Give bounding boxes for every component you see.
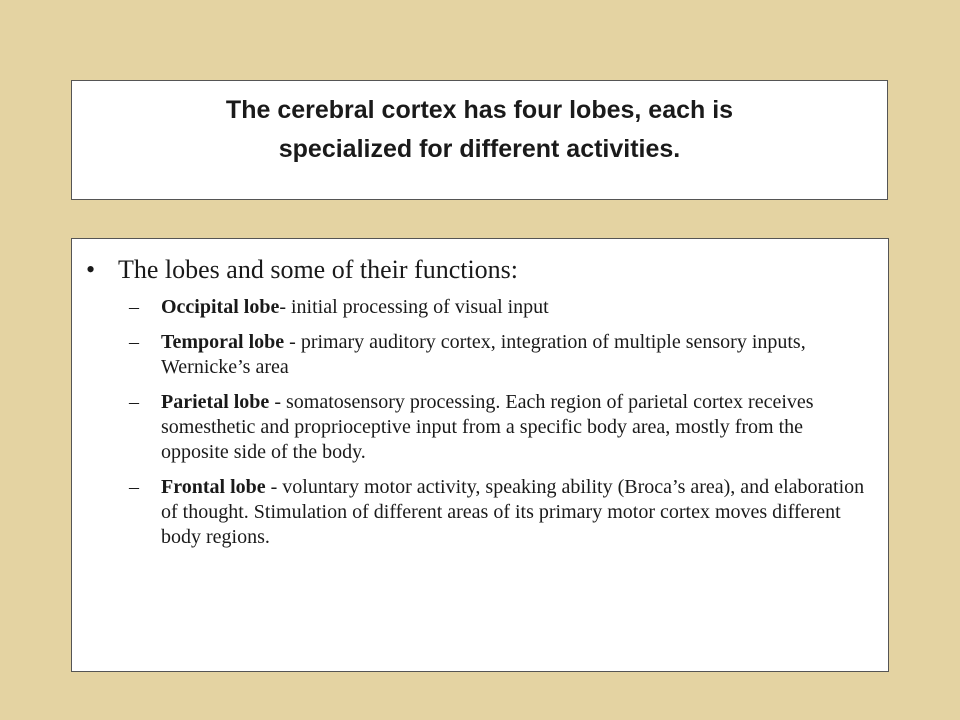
lobe-name: Parietal lobe <box>161 391 270 413</box>
main-bullet-text: The lobes and some of their functions: <box>118 255 519 284</box>
dash-icon: – <box>129 391 139 413</box>
dash-icon: – <box>129 296 139 318</box>
lobe-name: Temporal lobe <box>161 331 285 353</box>
lobe-name: Occipital lobe <box>161 296 280 318</box>
lobe-description: - somatosensory processing. Each region of parietal cortex receives somesthetic and proprioceptive input from a specific body area, mostly from the opposite side of the body. <box>161 391 814 463</box>
lobe-description: - voluntary motor activity, speaking ability (Broca’s area), and elaboration of thought. Stimulation of different areas of its primary motor cortex moves different body regions. <box>161 476 865 548</box>
list-item-temporal <box>129 330 874 380</box>
lobe-name: Frontal lobe <box>161 476 266 498</box>
list-item-occipital <box>129 295 874 320</box>
list-item-frontal <box>129 475 874 550</box>
lobe-list <box>129 295 874 560</box>
lobe-description: - primary auditory cortex, integration of multiple sensory inputs, Wernicke’s area <box>161 331 806 378</box>
main-bullet <box>86 254 518 286</box>
dash-icon: – <box>129 476 139 498</box>
dash-icon: – <box>129 331 139 353</box>
title-box <box>71 80 888 200</box>
list-item-parietal <box>129 390 874 465</box>
bullet-icon: • <box>86 255 96 284</box>
lobe-description: - initial processing of visual input <box>279 296 549 318</box>
title-line-1: The cerebral cortex has four lobes, each is <box>225 96 734 124</box>
slide-title <box>130 91 830 169</box>
content-box <box>71 238 889 672</box>
title-line-2: specialized for different activities. <box>278 135 681 163</box>
